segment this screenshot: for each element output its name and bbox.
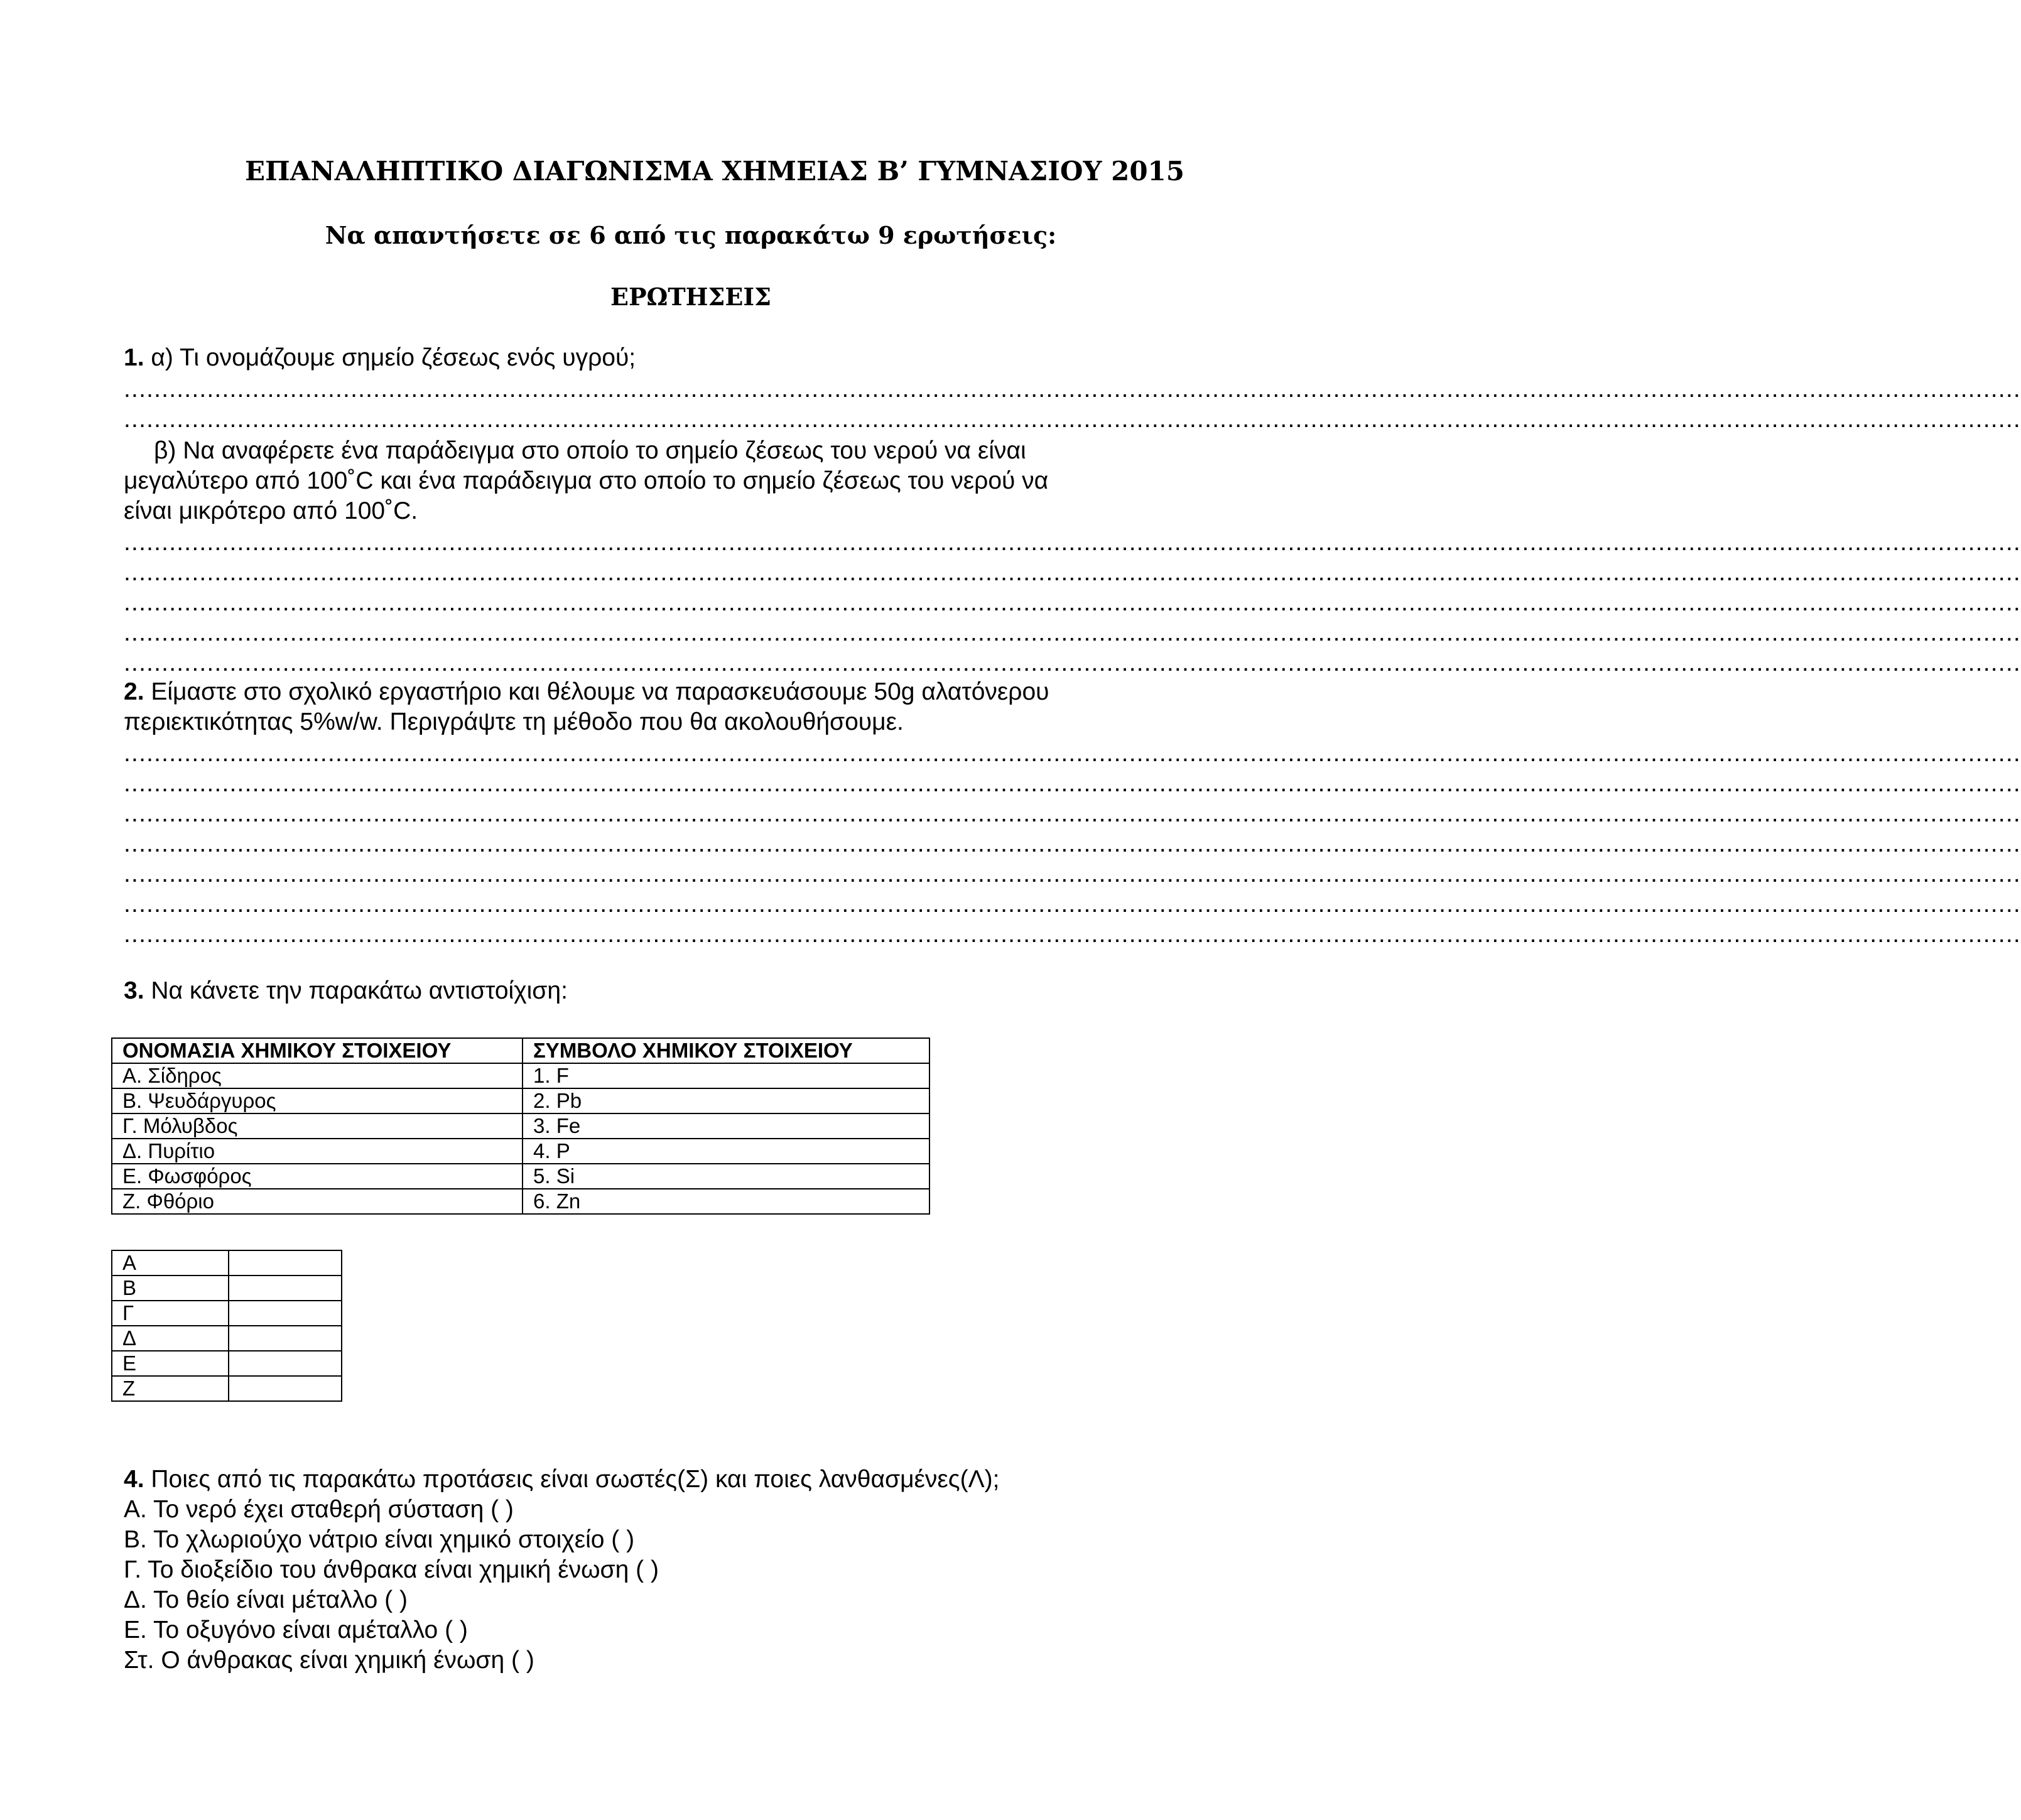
element-symbol-cell: 2. Pb — [523, 1088, 929, 1113]
answer-blank-cell[interactable] — [229, 1276, 342, 1301]
answer-letter-cell: Α — [112, 1250, 229, 1276]
statement-line: Β. Το χλωριούχο νάτριο είναι χημικό στοιχείο ( ) — [124, 1526, 635, 1553]
question-1-part-b-line: μεγαλύτερο από 100˚C και ένα παράδειγμα στο οποίο το σημείο ζέσεως του νερού να — [124, 467, 1049, 494]
table-row — [112, 1139, 929, 1164]
answer-row — [112, 1276, 342, 1301]
answer-row — [112, 1250, 342, 1276]
table-row — [112, 1189, 929, 1214]
answer-line: ........................................................................................................................................................................................................................................................... — [124, 921, 2021, 948]
section-heading: ΕΡΩΤΗΣΕΙΣ — [610, 283, 772, 311]
answer-row — [112, 1301, 342, 1326]
answer-row — [112, 1326, 342, 1351]
question-3-text: Να κάνετε την παρακάτω αντιστοίχιση: — [144, 977, 568, 1004]
question-3-prompt — [124, 976, 568, 1006]
question-2-line — [124, 677, 1049, 707]
table-row — [112, 1113, 929, 1139]
element-name-cell: Γ. Μόλυβδος — [112, 1113, 523, 1139]
answer-line: ........................................................................................................................................................................................................................................................... — [124, 619, 2021, 646]
question-3-number: 3. — [124, 977, 144, 1004]
question-4-number: 4. — [124, 1466, 144, 1493]
question-1-part-a-text: α) Τι ονομάζουμε σημείο ζέσεως ενός υγρού; — [144, 344, 636, 371]
element-symbol-cell: 6. Zn — [523, 1189, 929, 1214]
answer-line: ........................................................................................................................................................................................................................................................... — [124, 559, 2021, 586]
element-name-cell: Ε. Φωσφόρος — [112, 1164, 523, 1189]
element-symbol-cell: 5. Si — [523, 1164, 929, 1189]
question-4-text: Ποιες από τις παρακάτω προτάσεις είναι σωστές(Σ) και ποιες λανθασμένες(Λ); — [144, 1466, 1000, 1493]
element-name-cell: Ζ. Φθόριο — [112, 1189, 523, 1214]
answer-letter-cell: Γ — [112, 1301, 229, 1326]
exam-instruction: Να απαντήσετε σε 6 από τις παρακάτω 9 ερωτήσεις: — [325, 221, 1057, 249]
answer-blank-cell[interactable] — [229, 1301, 342, 1326]
answer-line: ........................................................................................................................................................................................................................................................... — [124, 800, 2021, 827]
element-symbol-cell: 4. P — [523, 1139, 929, 1164]
answer-line: ........................................................................................................................................................................................................................................................... — [124, 529, 2021, 556]
element-name-cell: Α. Σίδηρος — [112, 1063, 523, 1088]
statement-line: Δ. Το θείο είναι μέταλλο ( ) — [124, 1586, 408, 1613]
answer-table — [111, 1250, 342, 1402]
table-row — [112, 1063, 929, 1088]
answer-line: ........................................................................................................................................................................................................................................................... — [124, 860, 2021, 887]
column-header-symbol: ΣΥΜΒΟΛΟ ΧΗΜΙΚΟΥ ΣΤΟΙΧΕΙΟΥ — [523, 1038, 929, 1063]
answer-blank-cell[interactable] — [229, 1351, 342, 1376]
question-2-text: Είμαστε στο σχολικό εργαστήριο και θέλουμε να παρασκευάσουμε 50g αλατόνερου — [144, 678, 1049, 705]
question-1-part-b-line: β) Να αναφέρετε ένα παράδειγμα στο οποίο το σημείο ζέσεως του νερού να είναι — [154, 437, 1026, 464]
column-header-name: ΟΝΟΜΑΣΙΑ ΧΗΜΙΚΟΥ ΣΤΟΙΧΕΙΟΥ — [112, 1038, 523, 1063]
answer-letter-cell: Β — [112, 1276, 229, 1301]
answer-letter-cell: Δ — [112, 1326, 229, 1351]
question-2-line: περιεκτικότητας 5%w/w. Περιγράψτε τη μέθοδο που θα ακολουθήσουμε. — [124, 708, 904, 735]
answer-line: ........................................................................................................................................................................................................................................................... — [124, 406, 2021, 433]
answer-line: ........................................................................................................................................................................................................................................................... — [124, 830, 2021, 857]
answer-blank-cell[interactable] — [229, 1376, 342, 1401]
statement-line: Στ. Ο άνθρακας είναι χημική ένωση ( ) — [124, 1647, 534, 1674]
answer-line: ........................................................................................................................................................................................................................................................... — [124, 589, 2021, 616]
answer-row — [112, 1376, 342, 1401]
answer-blank-cell[interactable] — [229, 1250, 342, 1276]
matching-table — [111, 1037, 930, 1215]
question-1-part-a — [124, 343, 636, 373]
answer-line: ........................................................................................................................................................................................................................................................... — [124, 891, 2021, 918]
answer-row — [112, 1351, 342, 1376]
statement-line: Γ. Το διοξείδιο του άνθρακα είναι χημική ένωση ( ) — [124, 1556, 659, 1583]
element-symbol-cell: 3. Fe — [523, 1113, 929, 1139]
element-name-cell: Δ. Πυρίτιο — [112, 1139, 523, 1164]
exam-title: ΕΠΑΝΑΛΗΠΤΙΚΟ ΔΙΑΓΩΝΙΣΜΑ ΧΗΜΕΙΑΣ Β’ ΓΥΜΝΑΣΙΟΥ 2015 — [245, 156, 1185, 187]
table-row — [112, 1164, 929, 1189]
table-header-row — [112, 1038, 929, 1063]
statement-line: Ε. Το οξυγόνο είναι αμέταλλο ( ) — [124, 1617, 468, 1644]
answer-line: ........................................................................................................................................................................................................................................................... — [124, 649, 2021, 676]
answer-letter-cell: Ε — [112, 1351, 229, 1376]
question-1-part-b-line: είναι μικρότερο από 100˚C. — [124, 497, 418, 524]
statement-line: Α. Το νερό έχει σταθερή σύσταση ( ) — [124, 1496, 514, 1523]
question-2-number: 2. — [124, 678, 144, 705]
question-1-number: 1. — [124, 344, 144, 371]
answer-line: ........................................................................................................................................................................................................................................................... — [124, 740, 2021, 767]
answer-letter-cell: Ζ — [112, 1376, 229, 1401]
answer-line: ........................................................................................................................................................................................................................................................... — [124, 770, 2021, 797]
answer-blank-cell[interactable] — [229, 1326, 342, 1351]
question-4-prompt — [124, 1465, 999, 1495]
answer-line: ........................................................................................................................................................................................................................................................... — [124, 376, 2021, 403]
element-symbol-cell: 1. F — [523, 1063, 929, 1088]
table-row — [112, 1088, 929, 1113]
element-name-cell: Β. Ψευδάργυρος — [112, 1088, 523, 1113]
